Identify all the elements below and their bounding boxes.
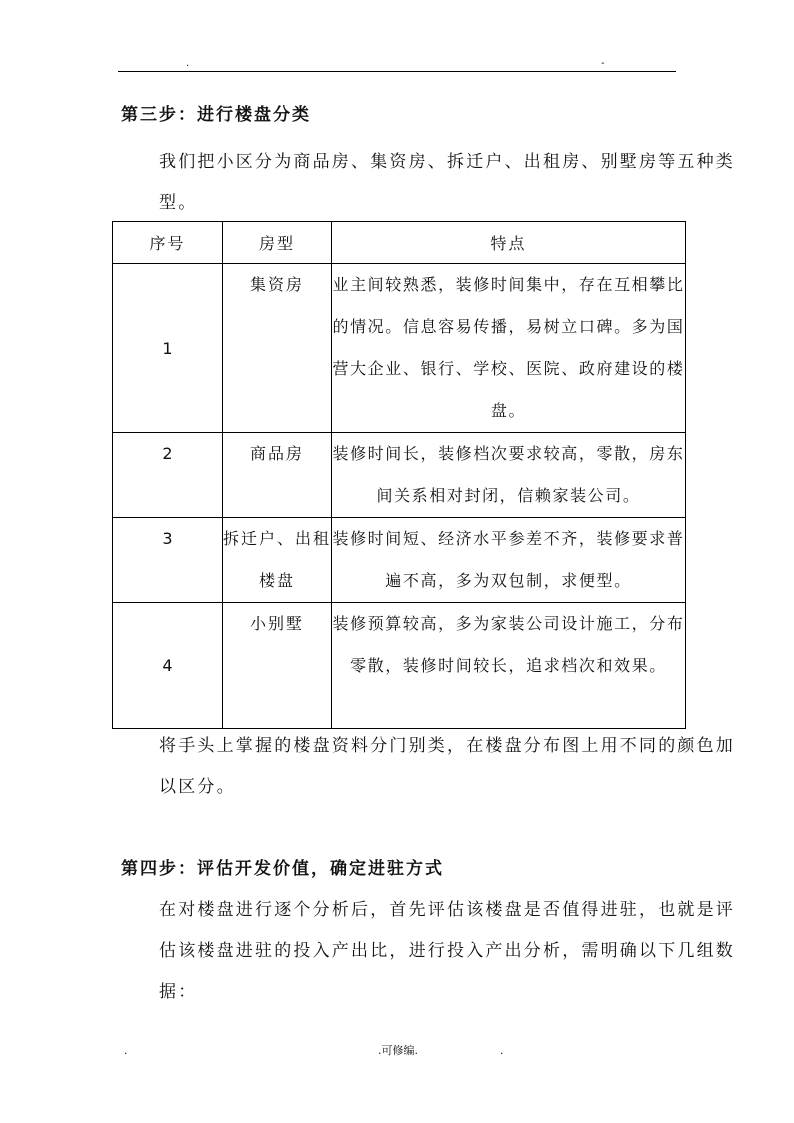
row-feature: 装修预算较高，多为家装公司设计施工，分布零散，装修时间较长，追求档次和效果。 — [332, 603, 686, 729]
row-type: 小别墅 — [223, 603, 332, 729]
row-number: 3 — [113, 518, 223, 603]
after-table-paragraph: 将手头上掌握的楼盘资料分门别类，在楼盘分布图上用不同的颜色加以区分。 — [159, 736, 735, 797]
row-number: 1 — [113, 264, 223, 433]
column-header-feature: 特点 — [332, 222, 686, 264]
table-row — [113, 603, 686, 729]
row-feature: 装修时间短、经济水平参差不齐，装修要求普遍不高，多为双包制，求便型。 — [332, 518, 686, 603]
table-row — [113, 264, 686, 433]
row-feature: 业主间较熟悉，装修时间集中，存在互相攀比的情况。信息容易传播，易树立口碑。多为国营大企业、银行、学校、医院、政府建设的楼盘。 — [332, 264, 686, 433]
header-mark-right: - — [601, 58, 605, 69]
row-number: 4 — [113, 603, 223, 729]
footer-mark-left: . — [124, 1044, 128, 1057]
row-type: 集资房 — [223, 264, 332, 433]
footer-editable-note: .可修编. — [378, 1044, 418, 1057]
step3-intro: 我们把小区分为商品房、集资房、拆迁户、出租房、别墅房等五种类型。 — [159, 152, 735, 213]
step3-heading: 第三步：进行楼盘分类 — [121, 105, 311, 125]
row-type: 商品房 — [223, 433, 332, 518]
house-type-table — [112, 221, 686, 729]
table-row — [113, 433, 686, 518]
table-row — [113, 518, 686, 603]
column-header-type: 房型 — [223, 222, 332, 264]
header-mark-left: . — [186, 58, 190, 69]
table-header-row — [113, 222, 686, 264]
step4-body: 在对楼盘进行逐个分析后，首先评估该楼盘是否值得进驻，也就是评估该楼盘进驻的投入产出比，进行投入产出分析，需明确以下几组数据： — [159, 900, 735, 1002]
header-rule — [118, 71, 676, 72]
column-header-number: 序号 — [113, 222, 223, 264]
footer-mark-right: . — [500, 1044, 504, 1057]
step4-heading: 第四步：评估开发价值，确定进驻方式 — [121, 859, 444, 879]
row-number: 2 — [113, 433, 223, 518]
row-feature: 装修时间长，装修档次要求较高，零散，房东间关系相对封闭，信赖家装公司。 — [332, 433, 686, 518]
row-type: 拆迁户、出租楼盘 — [223, 518, 332, 603]
